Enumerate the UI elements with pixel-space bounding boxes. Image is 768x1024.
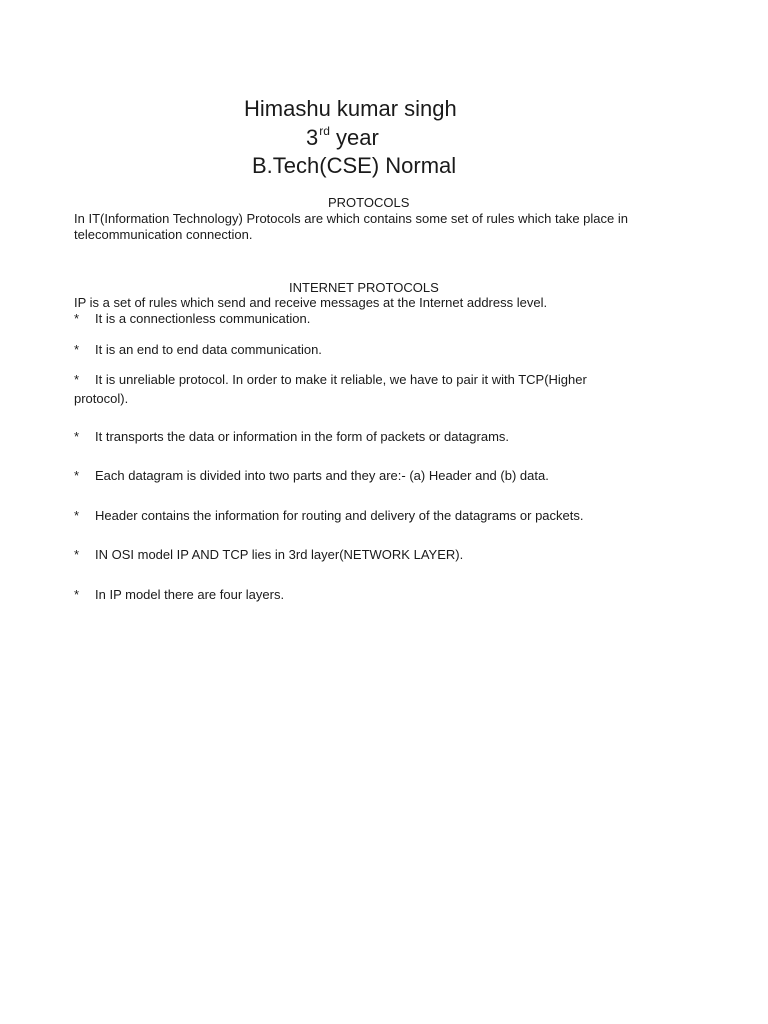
bullet-marker: * xyxy=(74,311,80,326)
bullet-text: IN OSI model IP AND TCP lies in 3rd layer(NETWORK LAYER). xyxy=(95,547,464,562)
protocols-paragraph: In IT(Information Technology) Protocols are which contains some set of rules which take place in telecommunication connection. xyxy=(74,211,628,242)
bullet-text: It transports the data or information in the form of packets or datagrams. xyxy=(95,429,510,444)
bullet-item xyxy=(74,466,644,485)
author-name: Himashu kumar singh xyxy=(244,96,457,121)
bullet-text: Each datagram is divided into two parts and they are:- (a) Header and (b) data. xyxy=(95,468,549,483)
bullet-item xyxy=(74,585,644,604)
bullet-marker: * xyxy=(74,429,80,444)
bullet-item xyxy=(74,545,644,564)
bullet-text: It is unreliable protocol. In order to make it reliable, we have to pair it with TCP(Higher protocol). xyxy=(74,372,587,406)
internet-protocols-heading: INTERNET PROTOCOLS xyxy=(289,280,439,295)
bullet-text: It is a connectionless communication. xyxy=(95,311,311,326)
bullet-text: It is an end to end data communication. xyxy=(95,342,322,357)
bullet-item xyxy=(74,340,644,359)
bullet-item xyxy=(74,309,644,328)
degree-line: B.Tech(CSE) Normal xyxy=(252,153,457,178)
bullet-item xyxy=(74,427,644,446)
bullet-item xyxy=(74,506,644,525)
bullet-item xyxy=(74,370,644,408)
year-word: year xyxy=(336,125,379,150)
year-suffix: rd xyxy=(319,124,330,138)
bullet-text: In IP model there are four layers. xyxy=(95,587,285,602)
bullet-marker: * xyxy=(74,508,80,523)
academic-year xyxy=(306,124,379,150)
year-number: 3 xyxy=(306,125,319,150)
bullet-text: Header contains the information for routing and delivery of the datagrams or packets. xyxy=(95,508,584,523)
bullet-marker: * xyxy=(74,468,80,483)
protocols-heading: PROTOCOLS xyxy=(328,195,410,210)
internet-protocols-intro: IP is a set of rules which send and receive messages at the Internet address level. xyxy=(74,295,548,310)
bullet-marker: * xyxy=(74,547,80,562)
bullet-marker: * xyxy=(74,587,80,602)
bullet-marker: * xyxy=(74,342,80,357)
bullet-marker: * xyxy=(74,372,80,387)
